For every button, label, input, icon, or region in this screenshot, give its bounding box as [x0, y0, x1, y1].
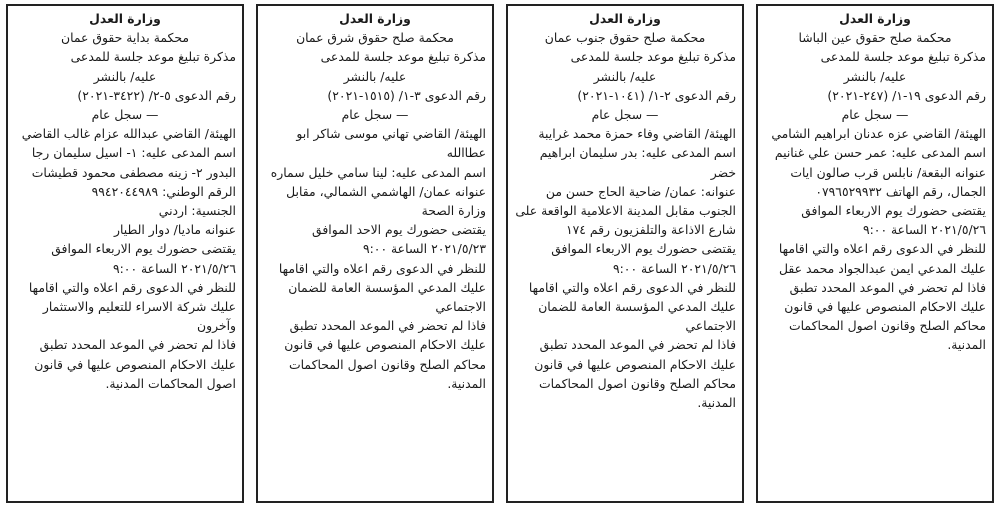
- hearing-date: يقتضى حضورك يوم الاربعاء الموافق ٢٠٢١/٥/٢٦ الساعة ٩:٠٠: [51, 241, 236, 276]
- notice-method: عليه/ بالنشر: [343, 68, 407, 84]
- judge: الهيئة/ القاضي عزه عدنان ابراهيم الشامي: [771, 126, 986, 142]
- legal-warning: فاذا لم تحضر في الموعد المحدد تطبق عليك الاحكام المنصوص عليها في قانون محاكم الصلح وقانون اصول المحاكمات المدنية.: [534, 337, 736, 411]
- court-name: محكمة بداية حقوق عمان: [61, 30, 189, 46]
- hearing-date: يقتضى حضورك يوم الاربعاء الموافق ٢٠٢١/٥/٢٦ الساعة ٩:٠٠: [801, 203, 986, 238]
- court-name: محكمة صلح حقوق جنوب عمان: [544, 30, 706, 46]
- notice-east-amman: [256, 4, 494, 503]
- notice-method: عليه/ بالنشر: [843, 68, 907, 84]
- address: عنوانه عمان/ الهاشمي الشمالي، مقابل وزارة الصحة: [286, 183, 486, 219]
- notice-method: عليه/ بالنشر: [593, 68, 657, 84]
- judge: الهيئة/ القاضي تهاني موسى شاكر ابو عطاالله: [296, 126, 486, 161]
- address: عنوانه البقعة/ نابلس قرب صالون ايات الجمال، رقم الهاتف ٠٧٩٦٥٢٩٩٣٢: [790, 164, 986, 199]
- case-number: رقم الدعوى ٣-١/ (١٥١٥-٢٠٢١): [327, 87, 486, 103]
- notice-type: مذكرة تبليغ موعد جلسة للمدعى: [70, 49, 236, 65]
- legal-warning: فاذا لم تحضر في الموعد المحدد تطبق عليك الاحكام المنصوص عليها في قانون محاكم الصلح وقانون اصول المحاكمات المدنية.: [784, 279, 986, 353]
- case-plaintiff: للنظر في الدعوى رقم اعلاه والتي اقامها عليك المدعي المؤسسة العامة للضمان الاجتماعي: [278, 260, 486, 315]
- notice-type: مذكرة تبليغ موعد جلسة للمدعى: [820, 49, 986, 65]
- defendant: اسم المدعى عليه: بدر سليمان ابراهيم خضر: [539, 145, 736, 180]
- legal-warning: فاذا لم تحضر في الموعد المحدد تطبق عليك الاحكام المنصوص عليها في قانون محاكم الصلح وقانون اصول المحاكمات المدنية.: [284, 318, 486, 391]
- ministry-title: وزارة العدل: [589, 11, 661, 26]
- case-number: رقم الدعوى ٢-١/ (١٠٤١-٢٠٢١): [577, 87, 736, 103]
- register: — سجل عام: [91, 107, 159, 123]
- case-plaintiff: للنظر في الدعوى رقم اعلاه والتي اقامها عليك المدعي ايمن عبدالجواد محمد عقل: [778, 241, 986, 276]
- notice-method: عليه/ بالنشر: [93, 68, 157, 84]
- case-plaintiff: للنظر في الدعوى رقم اعلاه والتي اقامها عليك المدعي المؤسسة العامة للضمان الاجتماعي: [528, 279, 736, 334]
- register: — سجل عام: [591, 107, 659, 123]
- notice-type: مذكرة تبليغ موعد جلسة للمدعى: [570, 49, 736, 65]
- address: عنوانه: عمان/ ضاحية الحاج حسن من الجنوب مقابل المدينة الاعلامية الواقعة على شارع الاذاعة والتلفزيون رقم ١٧٤: [515, 183, 736, 238]
- defendant: اسم المدعى عليه: عمر حسن علي غنانيم: [774, 145, 986, 161]
- nationality: الجنسية: اردني: [158, 203, 236, 219]
- hearing-date: يقتضى حضورك يوم الاحد الموافق ٢٠٢١/٥/٢٣ الساعة ٩:٠٠: [312, 222, 486, 257]
- ministry-title: وزارة العدل: [839, 11, 911, 26]
- notice-ain-albasha: [756, 4, 994, 503]
- register: — سجل عام: [841, 107, 909, 123]
- court-name: محكمة صلح حقوق شرق عمان: [296, 30, 454, 46]
- defendants: اسم المدعى عليه: ١- اسيل سليمان رجا البدور ٢- زينه مصطفى محمود قطيشات: [31, 145, 236, 180]
- court-name: محكمة صلح حقوق عين الباشا: [798, 30, 952, 46]
- hearing-date: يقتضى حضورك يوم الاربعاء الموافق ٢٠٢١/٥/٢٦ الساعة ٩:٠٠: [551, 241, 736, 276]
- address: عنوانه ماديا/ دوار الطيار: [113, 222, 236, 238]
- defendant: اسم المدعى عليه: لينا سامي خليل سماره: [270, 164, 486, 180]
- notice-amman-first-instance: [6, 4, 244, 503]
- national-id: الرقم الوطني: ٩٩٤٢٠٤٤٩٨٩: [91, 183, 236, 199]
- notice-south-amman: [506, 4, 744, 503]
- register: — سجل عام: [341, 107, 409, 123]
- judge: الهيئة/ القاضي وفاء حمزة محمد غرايبة: [538, 126, 736, 142]
- case-number: رقم الدعوى ١٩-١/ (٢٤٧-٢٠٢١): [827, 87, 986, 103]
- case-number: رقم الدعوى ٥-٢/ (٣٤٢٢-٢٠٢١): [77, 87, 236, 103]
- legal-warning: فاذا لم تحضر في الموعد المحدد تطبق عليك الاحكام المنصوص عليها في قانون اصول المحاكمات المدنية.: [34, 337, 236, 391]
- judge: الهيئة/ القاضي عبدالله عزام غالب القاضي: [21, 126, 236, 142]
- ministry-title: وزارة العدل: [89, 11, 161, 26]
- notice-type: مذكرة تبليغ موعد جلسة للمدعى: [320, 49, 486, 65]
- ministry-title: وزارة العدل: [339, 11, 411, 26]
- case-plaintiff: للنظر في الدعوى رقم اعلاه والتي اقامها عليك شركة الاسراء للتعليم والاستثمار وآخرون: [28, 279, 236, 334]
